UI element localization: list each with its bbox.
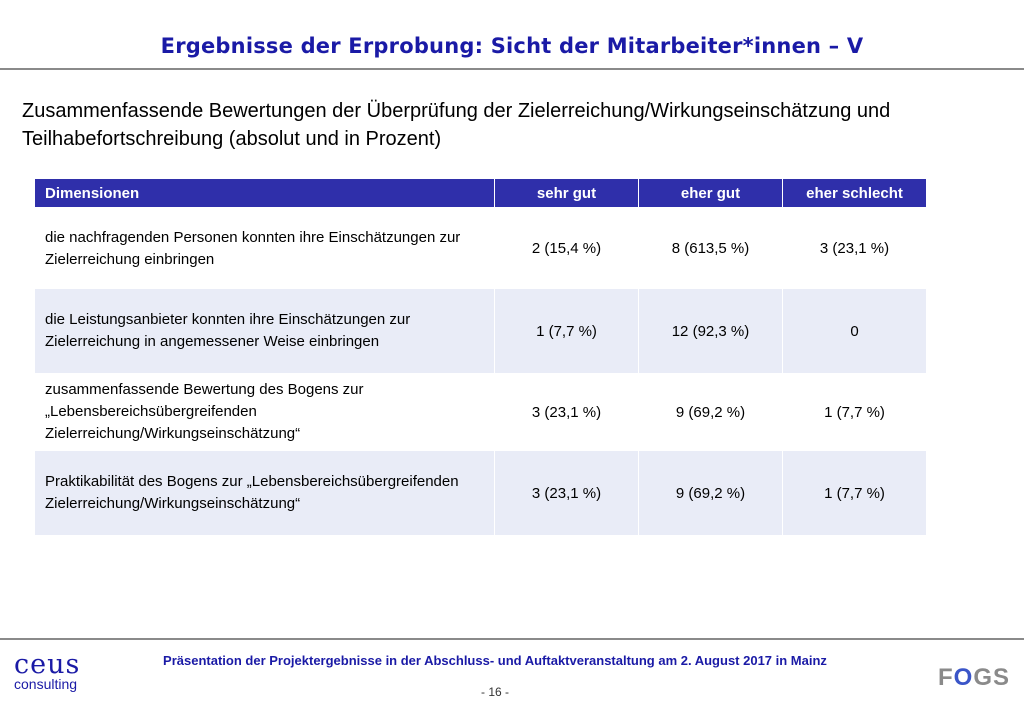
row-dimension: die nachfragenden Personen konnten ihre Einschätzungen zur Zielerreichung einbringen	[35, 208, 495, 290]
cell-eher-gut: 8 (613,5 %)	[639, 208, 783, 290]
row-dimension: Praktikabilität des Bogens zur „Lebensbereichsübergreifenden Zielerreichung/Wirkungseinschätzung“	[35, 451, 495, 535]
cell-eher-gut: 12 (92,3 %)	[639, 289, 783, 373]
ceus-logo-subtext: consulting	[14, 676, 78, 692]
cell-sehr-gut: 1 (7,7 %)	[495, 289, 639, 373]
header-eher-schlecht: eher schlecht	[783, 179, 927, 208]
cell-eher-schlecht: 0	[783, 289, 927, 373]
cell-eher-gut: 9 (69,2 %)	[639, 373, 783, 451]
cell-eher-schlecht: 3 (23,1 %)	[783, 208, 927, 290]
fogs-logo	[938, 664, 1010, 692]
row-dimension: die Leistungsanbieter konnten ihre Einschätzungen zur Zielerreichung in angemessener Weise einbringen	[35, 289, 495, 373]
ceus-logo-wordmark: ceus	[14, 649, 81, 680]
cell-eher-schlecht: 1 (7,7 %)	[783, 451, 927, 535]
top-divider	[0, 68, 1024, 70]
fogs-logo-o: O	[953, 664, 974, 691]
table-row	[35, 451, 927, 535]
header-dimensionen: Dimensionen	[35, 179, 495, 208]
cell-sehr-gut: 2 (15,4 %)	[495, 208, 639, 290]
footer-caption: Präsentation der Projektergebnisse in der Abschluss- und Auftaktveranstaltung am 2. August 2017 in Mainz	[163, 653, 827, 668]
slide-title: Ergebnisse der Erprobung: Sicht der Mitarbeiter*innen – V	[160, 34, 864, 58]
fogs-logo-f: F	[938, 664, 954, 691]
header-eher-gut: eher gut	[639, 179, 783, 208]
table-row	[35, 373, 927, 451]
table-row	[35, 289, 927, 373]
page-number: - 16 -	[480, 685, 509, 699]
slide-subtitle: Zusammenfassende Bewertungen der Überprüfung der Zielerreichung/Wirkungseinschätzung und Teilhabefortschreibung (absolut und in Prozent)	[22, 100, 891, 150]
table-row	[35, 208, 927, 290]
table-header-row	[35, 179, 927, 208]
header-sehr-gut: sehr gut	[495, 179, 639, 208]
cell-eher-gut: 9 (69,2 %)	[639, 451, 783, 535]
row-dimension: zusammenfassende Bewertung des Bogens zur „Lebensbereichsübergreifenden Zielerreichung/Wirkungseinschätzung“	[35, 373, 495, 451]
cell-sehr-gut: 3 (23,1 %)	[495, 373, 639, 451]
cell-eher-schlecht: 1 (7,7 %)	[783, 373, 927, 451]
bottom-divider	[0, 638, 1024, 640]
results-table	[34, 178, 927, 535]
fogs-logo-gs: GS	[973, 664, 1011, 691]
cell-sehr-gut: 3 (23,1 %)	[495, 451, 639, 535]
